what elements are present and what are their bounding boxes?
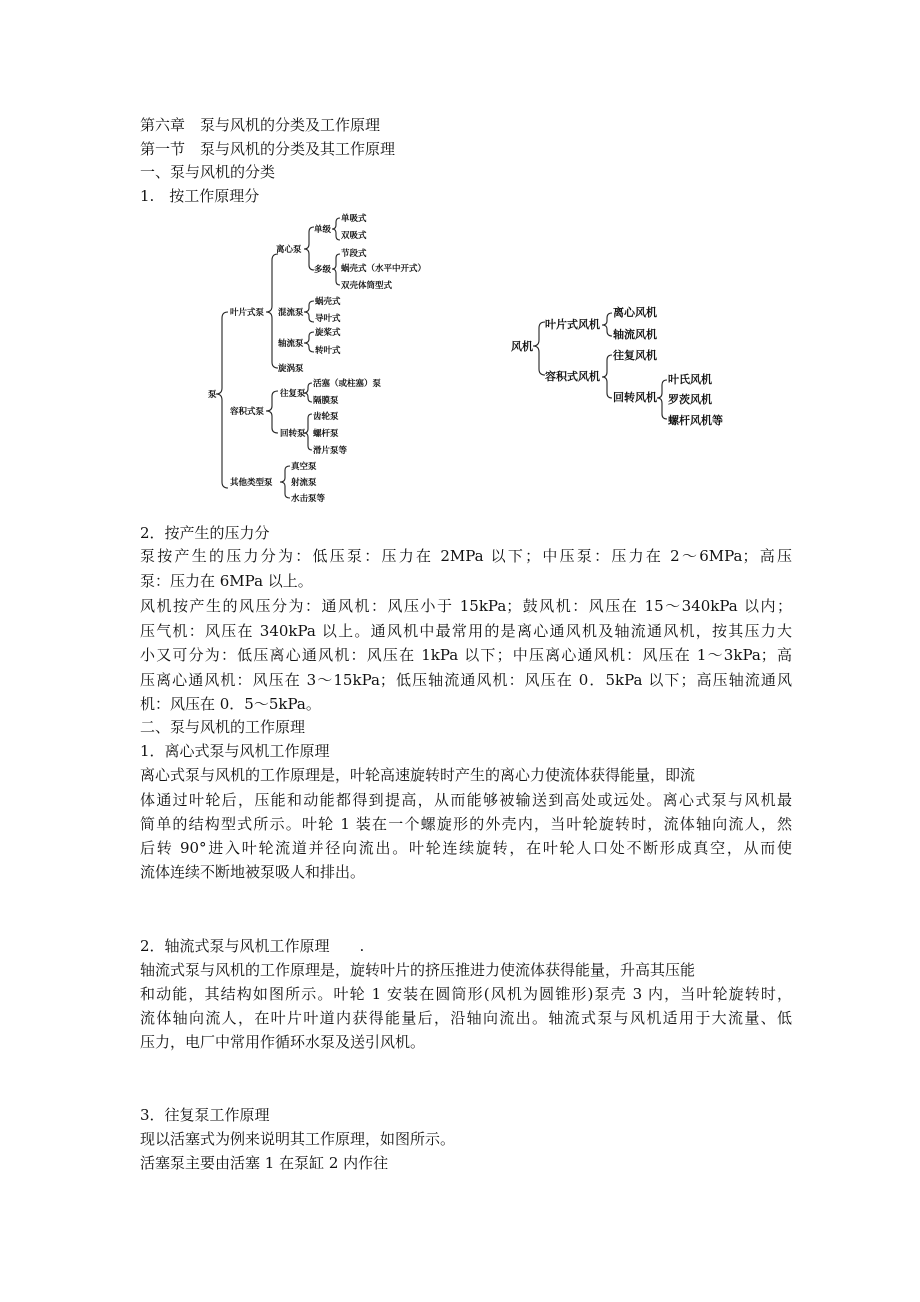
subheading-axial: 2．轴流式泵与风机工作原理 . [140, 937, 365, 955]
rotary-fan-label: 回转风机 [613, 391, 657, 404]
vane-fan-brace [602, 313, 612, 336]
volute-horizontal-label: 蜗壳式（水平中开式） [341, 264, 427, 274]
section-title: 第一节 泵与风机的分类及其工作原理 [140, 140, 396, 158]
rotary-fan-brace [657, 380, 667, 419]
reciprocating-paragraph-line-1: 现以活塞式为例来说明其工作原理，如图所示。 [140, 1130, 456, 1148]
centrifugal-paragraph-line-2: 体通过叶轮后，压能和动能都得到提高，从而能够被输送到高处或远处。离心式泵与风机最 [140, 791, 792, 809]
axial-fan-label: 轴流风机 [613, 328, 657, 341]
positive-pump-label: 容积式泵 [230, 407, 265, 417]
pump-root-brace [216, 312, 228, 488]
vane-pump-brace [266, 254, 278, 368]
chapter-title: 第六章 泵与风机的分类及工作原理 [140, 116, 381, 134]
roots-fan-label: 罗茨风机 [668, 393, 712, 406]
axial-paragraph-line-2: 和动能，其结构如图所示。叶轮 1 安装在圆筒形(风机为圆锥形)泵壳 3 内，当叶轮旋转时， [140, 985, 792, 1003]
screw-fan-label: 螺杆风机等 [668, 414, 723, 427]
pump-root-label: 泵 [208, 390, 217, 400]
axial-pump-brace [304, 332, 314, 352]
single-stage-label: 单级 [314, 225, 332, 235]
single-stage-brace [332, 218, 340, 240]
mixed-volute-label: 蜗壳式 [315, 297, 341, 307]
pressure-paragraph-line-1: 泵按产生的压力分为：低压泵：压力在 2MPa 以下；中压泵：压力在 2～6MPa；高压 [140, 547, 792, 565]
screw-pump-label: 螺杆泵 [313, 429, 339, 439]
vacuum-pump-label: 真空泵 [291, 462, 317, 472]
pressure-paragraph-line-6: 压离心通风机：风压在 3～15kPa；低压轴流通风机：风压在 0．5kPa 以下；高压轴流通风 [140, 671, 792, 689]
ye-fan-label: 叶氏风机 [668, 373, 712, 386]
pressure-paragraph-line-2: 泵：压力在 6MPa 以上。 [140, 572, 313, 590]
axial-fixed-label: 旋桨式 [315, 328, 341, 338]
mixed-guide-label: 导叶式 [315, 314, 341, 324]
centrifugal-paragraph-line-1: 离心式泵与风机的工作原理是，叶轮高速旋转时产生的离心力使流体获得能量，即流 [140, 766, 696, 784]
piston-pump-label: 活塞（或柱塞）泵 [313, 379, 382, 389]
centrifugal-pump-brace [304, 227, 314, 270]
reciprocating-paragraph-line-2: 活塞泵主要由活塞 1 在泵缸 2 内作往 [140, 1154, 389, 1172]
fan-root-label: 风机 [511, 340, 533, 353]
other-pump-label: 其他类型泵 [230, 478, 273, 488]
subheading-by-principle: 1. 按工作原理分 [140, 187, 260, 205]
double-casing-label: 双壳体筒型式 [341, 281, 393, 291]
pressure-paragraph-line-5: 小又可分为：低压离心通风机：风压在 1kPa 以下；中压离心通风机：风压在 1～3kPa；高 [140, 646, 792, 664]
mixed-flow-brace [304, 301, 314, 322]
water-hammer-pump-label: 水击泵等 [291, 494, 326, 504]
other-pump-brace [280, 466, 290, 498]
subheading-by-pressure: 2．按产生的压力分 [140, 524, 270, 542]
pressure-paragraph-line-7: 机：风压在 0．5～5kPa。 [140, 695, 321, 713]
vane-fan-label: 叶片式风机 [545, 318, 600, 331]
positive-fan-brace [602, 355, 612, 398]
mixed-flow-label: 混流泵 [278, 308, 304, 318]
vane-pump-label: 叶片式泵 [230, 308, 265, 318]
centrifugal-paragraph-line-4: 后转 90°进入叶轮流道并径向流出。叶轮连续旋转，在叶轮人口处不断形成真空，从而使 [140, 839, 792, 857]
axial-paragraph-line-1: 轴流式泵与风机的工作原理是，旋转叶片的挤压推进力使流体获得能量，升高其压能 [140, 961, 696, 979]
pressure-paragraph-line-4: 压气机：风压在 340kPa 以上。通风机中最常用的是离心通风机及轴流通风机，按其压力大 [140, 622, 792, 640]
sliding-vane-pump-label: 滑片泵等 [313, 446, 348, 456]
centrifugal-fan-label: 离心风机 [613, 306, 657, 319]
axial-adjustable-label: 转叶式 [315, 346, 341, 356]
vortex-pump-label: 旋涡泵 [278, 364, 304, 374]
single-suction-label: 单吸式 [341, 214, 367, 224]
centrifugal-paragraph-line-3: 简单的结构型式所示。叶轮 1 装在一个螺旋形的外壳内，当叶轮旋转时，流体轴向流人，然 [140, 815, 792, 833]
segmental-label: 节段式 [341, 249, 367, 259]
reciprocating-fan-label: 往复风机 [613, 349, 657, 362]
axial-pump-label: 轴流泵 [278, 339, 304, 349]
part-heading-principle: 二、泵与风机的工作原理 [140, 718, 306, 736]
multi-stage-label: 多级 [314, 265, 332, 275]
gear-pump-label: 齿轮泵 [313, 412, 339, 422]
jet-pump-label: 射流泵 [291, 478, 317, 488]
pressure-paragraph-line-3: 风机按产生的风压分为：通风机：风压小于 15kPa；鼓风机：风压在 15～340kPa 以内； [140, 597, 792, 615]
subheading-reciprocating: 3．往复泵工作原理 [140, 1106, 270, 1124]
positive-fan-label: 容积式风机 [545, 370, 600, 383]
fan-root-brace [533, 322, 545, 375]
axial-paragraph-line-4: 压力，电厂中常用作循环水泵及送引风机。 [140, 1033, 426, 1051]
pump-classification-tree [208, 213, 426, 504]
diaphragm-pump-label: 隔膜泵 [313, 396, 339, 406]
rotary-pump-label: 回转泵 [280, 429, 306, 439]
reciprocating-pump-label: 往复泵 [280, 389, 306, 399]
centrifugal-pump-label: 离心泵 [276, 245, 302, 255]
double-suction-label: 双吸式 [341, 231, 367, 241]
centrifugal-paragraph-line-5: 流体连续不断地被泵吸人和排出。 [140, 863, 366, 881]
fan-classification-tree [511, 305, 723, 427]
subheading-centrifugal: 1．离心式泵与风机工作原理 [140, 742, 330, 760]
multi-stage-brace [332, 254, 340, 285]
axial-paragraph-line-3: 流体轴向流人，在叶片叶道内获得能量后，沿轴向流出。轴流式泵与风机适用于大流量、低 [140, 1009, 792, 1027]
part-heading-classification: 一、泵与风机的分类 [140, 163, 276, 181]
positive-pump-brace [266, 391, 278, 433]
